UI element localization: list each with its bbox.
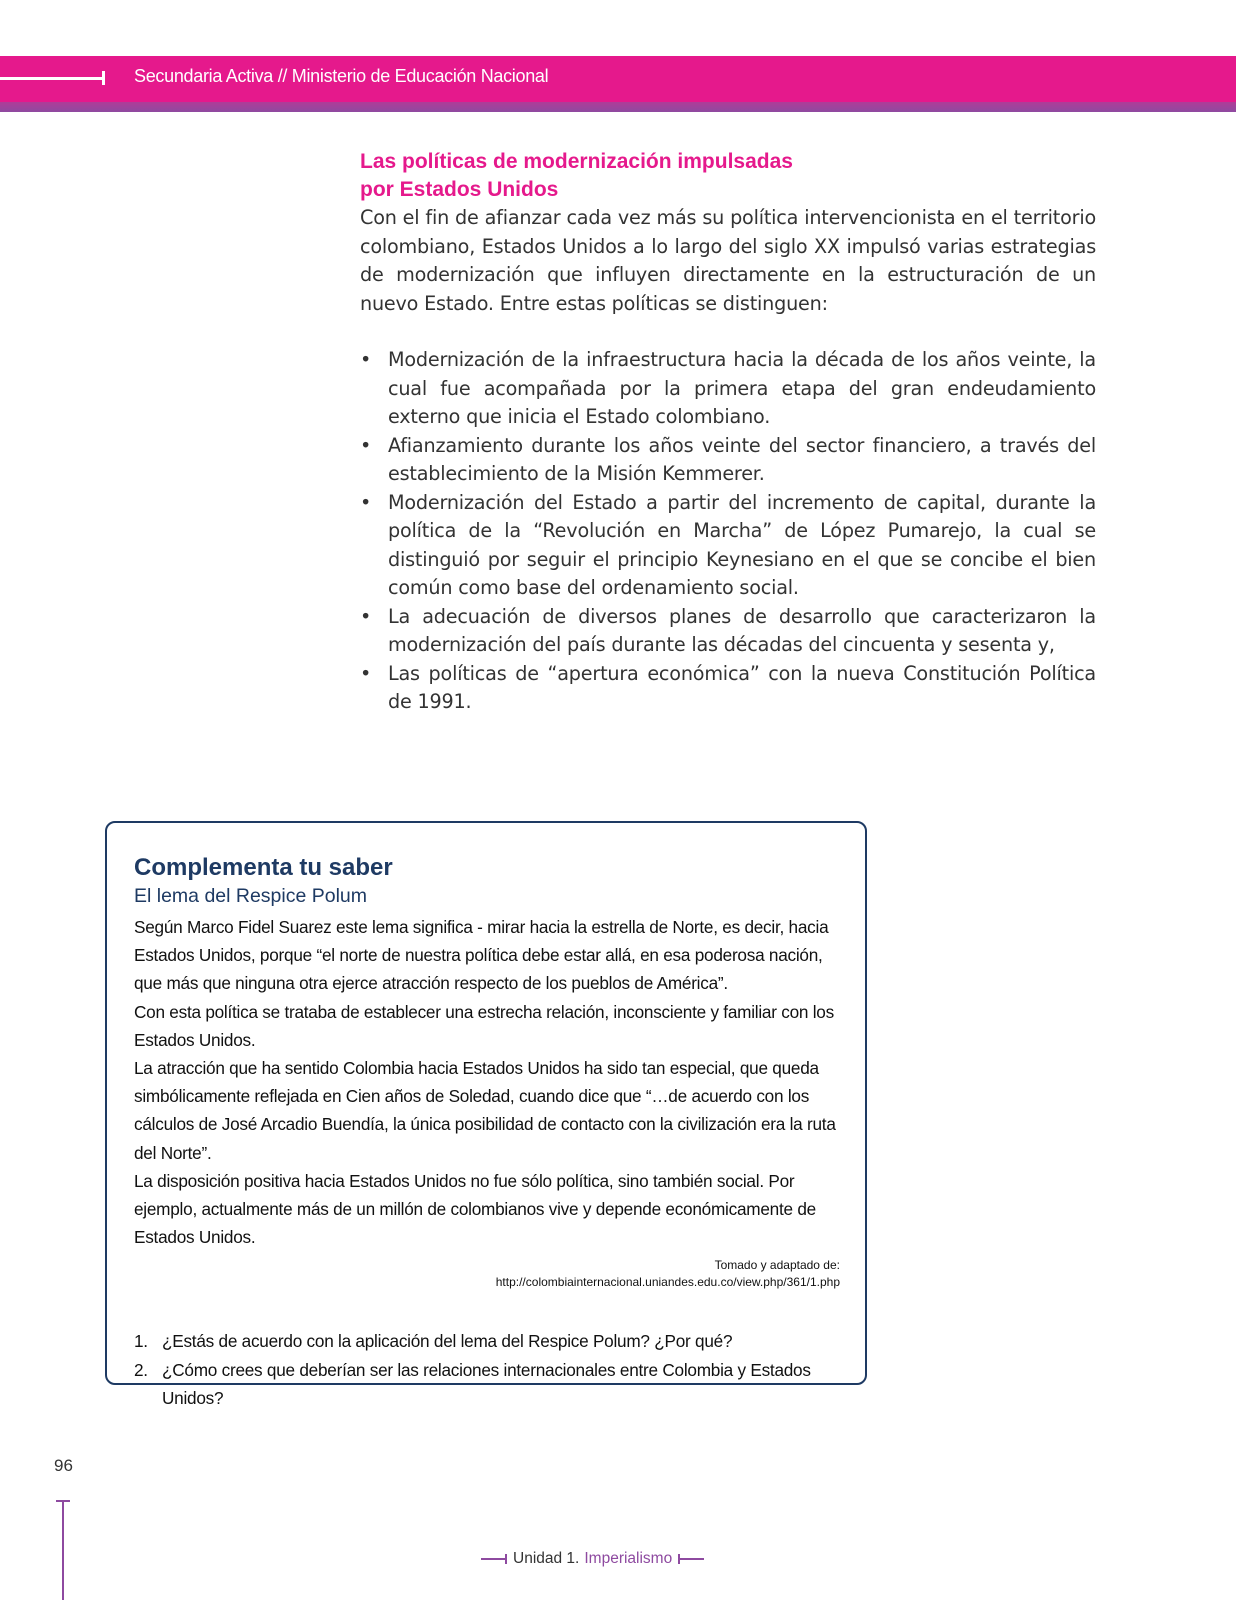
list-item-text: Las políticas de “apertura económica” con la nueva Constitución Política de 1991. <box>388 661 1096 713</box>
policy-list <box>360 346 1096 717</box>
header-title: Secundaria Activa // Ministerio de Educación Nacional <box>134 66 549 86</box>
header-rule <box>0 77 104 80</box>
bullet-icon: • <box>360 348 372 371</box>
complement-paragraph: Con esta política se trataba de establecer una estrecha relación, inconsciente y familiar con los Estados Unidos. <box>134 1001 834 1050</box>
list-item <box>360 432 1096 489</box>
header-rule-tick <box>102 71 105 85</box>
article <box>360 148 1096 717</box>
question-list <box>134 1327 840 1412</box>
article-title-line1: Las políticas de modernización impulsadas <box>360 150 793 173</box>
list-item <box>360 603 1096 660</box>
complement-paragraph: La disposición positiva hacia Estados Unidos no fue sólo política, sino también social. Por ejemplo, actualmente más de un millón de colombianos vive y depende económicamente de Estados Unidos. <box>134 1170 816 1248</box>
bullet-icon: • <box>360 490 372 514</box>
question-text: ¿Cómo crees que deberían ser las relaciones internacionales entre Colombia y Estados Unidos? <box>162 1359 811 1408</box>
bullet-icon: • <box>360 661 372 685</box>
footer-rule-right <box>678 1558 704 1560</box>
complement-subtitle: El lema del Respice Polum <box>134 885 368 907</box>
article-title <box>360 148 1096 204</box>
complement-box <box>105 821 867 1408</box>
article-intro: Con el fin de afianzar cada vez más su política intervencionista en el territorio colombiano, Estados Unidos a lo largo del siglo XX impulsó varias estrategias de modernización que influyen directamente en la estructuración de un nuevo Estado. Entre estas políticas se distinguen: <box>360 206 1096 315</box>
complement-title: Complementa tu saber <box>134 854 393 881</box>
left-rule <box>62 1500 64 1600</box>
list-item-text: Modernización de la infraestructura hacia la década de los años veinte, la cual fue acompañada por la primera etapa del gran endeudamiento externo que inicia el Estado colombiano. <box>388 348 1096 428</box>
question-number: 2. <box>134 1359 148 1380</box>
question-item <box>134 1356 840 1412</box>
question-text: ¿Estás de acuerdo con la aplicación del lema del Respice Polum? ¿Por qué? <box>162 1331 733 1352</box>
page-number: 96 <box>54 1456 73 1475</box>
question-number: 1. <box>134 1331 148 1352</box>
header-stripe <box>0 102 1236 112</box>
source-citation <box>134 1257 840 1291</box>
source-url: http://colombiainternacional.uniandes.edu.co/view.php/361/1.php <box>495 1275 840 1290</box>
list-item <box>360 660 1096 717</box>
source-label: Tomado y adaptado de: <box>714 1258 840 1273</box>
article-title-line2: por Estados Unidos <box>360 178 559 201</box>
list-item-text: Modernización del Estado a partir del incremento de capital, durante la política de la “Revolución en Marcha” de López Pumarejo, la cual se distinguió por seguir el principio Keynesiano en el que se concibe el bien común como base del ordenamiento social. <box>388 490 1096 599</box>
footer-rule-left <box>481 1558 507 1560</box>
complement-paragraph: La atracción que ha sentido Colombia hacia Estados Unidos ha sido tan especial, que queda simbólicamente reflejada en Cien años de Soledad, cuando dice que “…de acuerdo con los cálculos de José Arcadio Buendía, la única posibilidad de contacto con la civilización era la ruta del Norte”. <box>134 1058 836 1163</box>
unit-label: Unidad 1. <box>513 1550 580 1567</box>
question-item <box>134 1327 840 1355</box>
list-item-text: Afianzamiento durante los años veinte del sector financiero, a través del establecimiento de la Misión Kemmerer. <box>388 433 1096 485</box>
complement-content <box>134 853 840 1412</box>
list-item <box>360 346 1096 432</box>
complement-paragraph: Según Marco Fidel Suarez este lema significa - mirar hacia la estrella de Norte, es decir, hacia Estados Unidos, porque “el norte de nuestra política debe estar allá, en esa poderosa nación, que más que ninguna otra ejerce atracción respecto de los pueblos de América”. <box>134 917 829 994</box>
footer-unit <box>481 1550 704 1568</box>
bullet-icon: • <box>360 604 372 628</box>
bullet-icon: • <box>360 433 372 457</box>
list-item-text: La adecuación de diversos planes de desarrollo que caracterizaron la modernización del país durante las décadas del cincuenta y sesenta y, <box>388 604 1096 656</box>
unit-name: Imperialismo <box>584 1550 673 1567</box>
list-item <box>360 489 1096 603</box>
